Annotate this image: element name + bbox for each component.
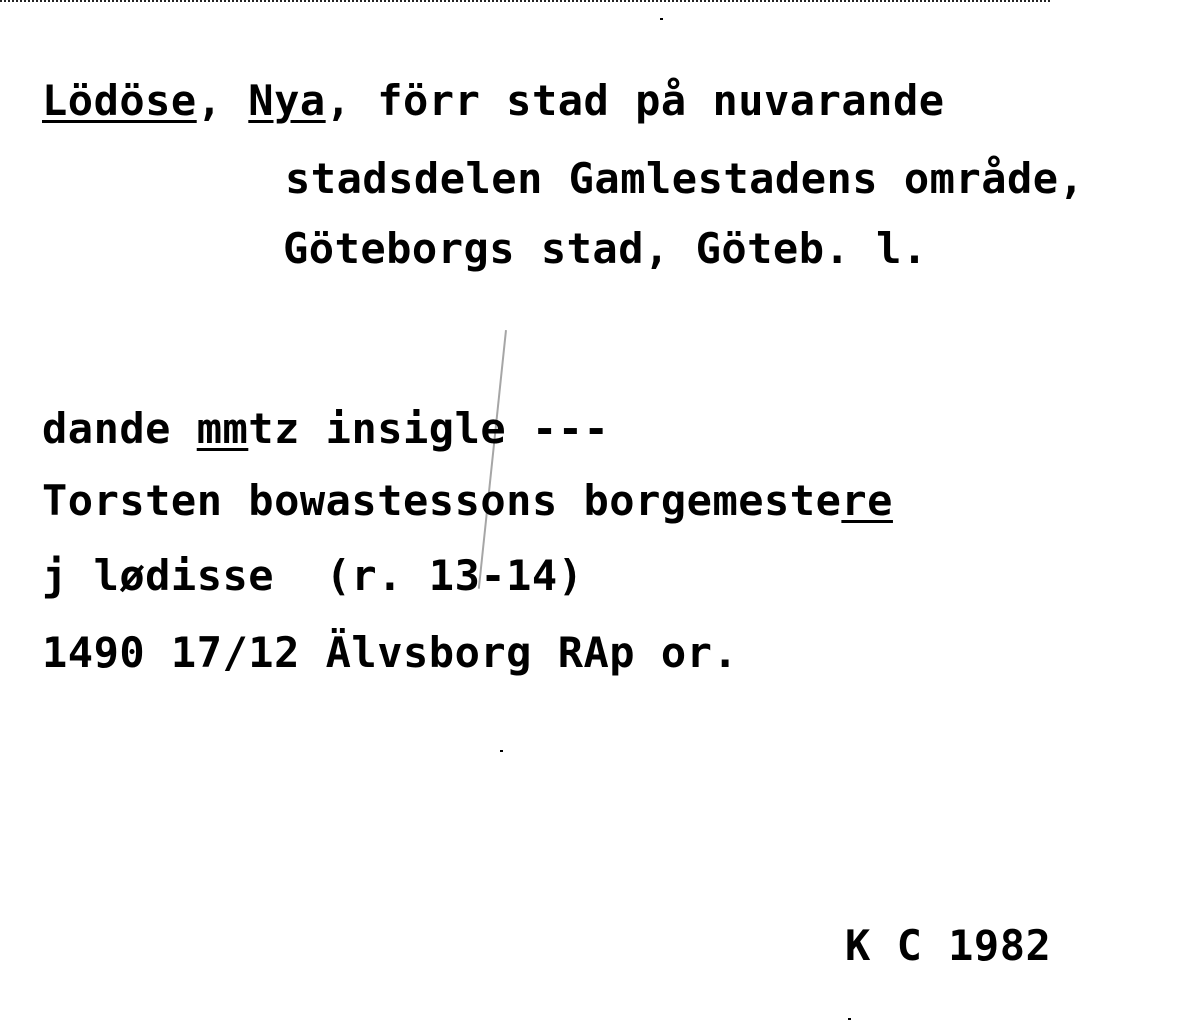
quote-line-1-c: tz insigle --- bbox=[248, 404, 610, 453]
paper-speck bbox=[500, 750, 503, 752]
headword-nya: Nya bbox=[248, 76, 326, 125]
quote-line-1-underlined: mm bbox=[196, 404, 249, 453]
card-fold-mark bbox=[478, 330, 507, 589]
signature-kc: K C 1982 bbox=[845, 921, 1052, 970]
paper-speck bbox=[848, 1018, 851, 1020]
quote-line-1-a: dande bbox=[42, 404, 197, 453]
quote-line-1 bbox=[42, 404, 610, 453]
quote-line-2 bbox=[42, 476, 893, 525]
quote-line-2-underlined: re bbox=[841, 476, 893, 525]
paper-speck bbox=[660, 18, 663, 20]
description-line-2: stadsdelen Gamlestadens område, bbox=[285, 154, 1085, 203]
quote-line-3: j lødisse (r. 13-14) bbox=[42, 551, 584, 600]
headword-desc: , förr stad på nuvarande bbox=[325, 76, 945, 125]
description-line-3: Göteborgs stad, Göteb. l. bbox=[283, 224, 928, 273]
card-top-edge bbox=[0, 0, 1050, 5]
headword-lodose: Lödöse bbox=[42, 76, 197, 125]
headword-line bbox=[42, 76, 945, 125]
headword-sep1: , bbox=[196, 76, 249, 125]
source-citation: 1490 17/12 Älvsborg RAp or. bbox=[42, 628, 739, 677]
quote-line-2-b: s borgemeste bbox=[531, 476, 842, 525]
quote-line-2-a: Torsten bowastesson bbox=[42, 476, 532, 525]
